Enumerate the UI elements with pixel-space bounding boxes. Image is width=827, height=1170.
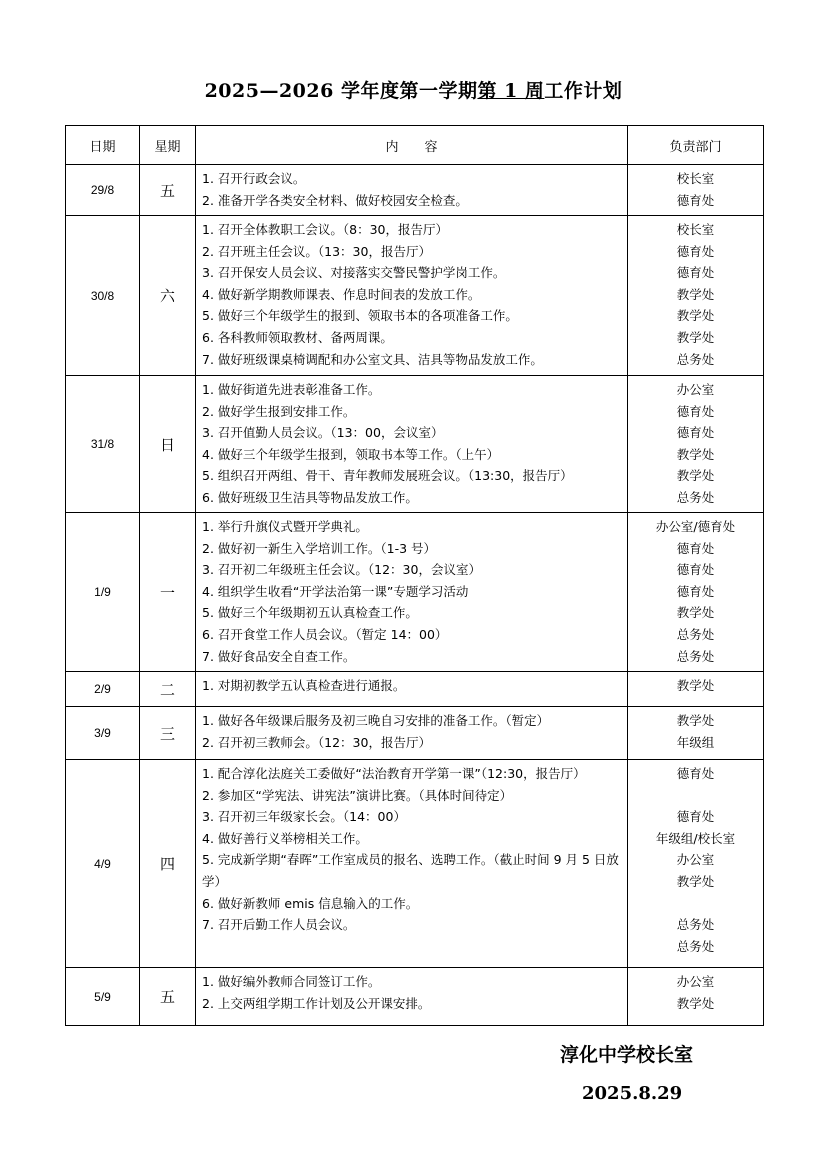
plan-item: 1. 召开全体教职工会议。（8：30，报告厅）: [202, 222, 449, 237]
dept-label: 教学处: [676, 468, 715, 484]
plan-item: 2. 召开初三教师会。（12：30，报告厅）: [202, 734, 431, 750]
signer: 淳化中学校长室: [560, 1044, 694, 1066]
plan-item: 5. 完成新学期“春晖”工作室成员的报名、选聘工作。（截止时间 9 月 5 日放学）: [202, 852, 619, 889]
plan-item: 3. 召开初三年级家长会。（14：00）: [202, 809, 406, 825]
plan-item: 2. 召开班主任会议。（13：30，报告厅）: [202, 243, 431, 259]
weekday-cell: 一: [140, 513, 196, 672]
plan-item: 7. 召开后勤工作人员会议。: [202, 917, 356, 933]
plan-item: 4. 组织学生收看“开学法治第一课”专题学习活动: [202, 583, 469, 599]
header-weekday: 星期: [140, 126, 196, 165]
date-cell: 1/9: [66, 513, 140, 672]
table-row: [66, 513, 764, 672]
plan-item: 1. 做好编外教师合同签订工作。: [202, 974, 381, 989]
plan-item: 6. 做好新教师 emis 信息输入的工作。: [202, 895, 419, 911]
content-cell: [196, 760, 628, 968]
plan-item: 2. 上交两组学期工作计划及公开课安排。: [202, 995, 431, 1011]
plan-item: 1. 做好各年级课后服务及初三晚自习安排的准备工作。（暂定）: [202, 713, 550, 728]
plan-item: 3. 召开初二年级班主任会议。（12：30，会议室）: [202, 562, 481, 578]
dept-label: 年级组: [676, 734, 715, 750]
dept-label: 总务处: [676, 626, 715, 642]
dept-label: 总务处: [676, 489, 715, 505]
weekday-cell: 五: [140, 165, 196, 216]
content-cell: [196, 165, 628, 216]
plan-item: 6. 召开食堂工作人员会议。（暂定 14：00）: [202, 626, 448, 642]
header-dept: 负责部门: [628, 126, 764, 165]
header-date: 日期: [66, 126, 140, 165]
table-row: [66, 376, 764, 513]
dept-label: 校长室: [676, 222, 715, 237]
table-row: [66, 707, 764, 760]
dept-label: 德育处: [676, 192, 715, 208]
dept-cell: [628, 707, 764, 760]
dept-label: 德育处: [676, 540, 715, 556]
dept-label: 校长室: [676, 171, 715, 186]
work-plan-table: [65, 125, 764, 1026]
content-cell: [196, 672, 628, 707]
plan-item: 1. 召开行政会议。: [202, 171, 306, 186]
dept-label: 教学处: [676, 308, 715, 324]
date-cell: 30/8: [66, 216, 140, 376]
date-cell: 31/8: [66, 376, 140, 513]
dept-label: 总务处: [676, 648, 715, 664]
dept-label: 办公室: [676, 852, 715, 868]
dept-cell: [628, 376, 764, 513]
dept-label: [628, 893, 763, 915]
table-header-row: [66, 126, 764, 165]
header-content: 内 容: [196, 126, 628, 165]
plan-item: 3. 召开值勤人员会议。（13：00，会议室）: [202, 425, 444, 441]
plan-item: 1. 对期初教学五认真检查进行通报。: [202, 678, 406, 693]
weekday-cell: 三: [140, 707, 196, 760]
dept-label: 教学处: [676, 605, 715, 621]
title-week: 第 1 周: [477, 80, 545, 102]
weekday-cell: 五: [140, 968, 196, 1026]
dept-label: 德育处: [676, 766, 715, 781]
dept-label: 德育处: [676, 265, 715, 281]
plan-item: 2. 做好初一新生入学培训工作。（1-3 号）: [202, 540, 437, 556]
content-cell: [196, 376, 628, 513]
weekday-cell: 六: [140, 216, 196, 376]
dept-label: 教学处: [676, 329, 715, 345]
content-cell: [196, 513, 628, 672]
plan-item: 6. 各科教师领取教材、备两周课。: [202, 329, 393, 345]
dept-cell: [628, 216, 764, 376]
date-cell: 29/8: [66, 165, 140, 216]
dept-label: 总务处: [676, 351, 715, 367]
plan-item: 1. 举行升旗仪式暨开学典礼。: [202, 519, 368, 534]
plan-item: 2. 做好学生报到安排工作。: [202, 403, 356, 419]
table-row: [66, 760, 764, 968]
content-cell: [196, 707, 628, 760]
dept-label: 德育处: [676, 243, 715, 259]
sign-date: 2025.8.29: [582, 1083, 683, 1104]
plan-item: 4. 做好新学期教师课表、作息时间表的发放工作。: [202, 286, 481, 302]
table-row: [66, 672, 764, 707]
weekday-cell: 四: [140, 760, 196, 968]
weekday-cell: 二: [140, 672, 196, 707]
dept-cell: [628, 672, 764, 707]
dept-label: 办公室: [676, 382, 715, 397]
dept-label: 教学处: [676, 286, 715, 302]
plan-item: 4. 做好三个年级学生报到，领取书本等工作。（上午）: [202, 446, 500, 462]
dept-label: 年级组/校长室: [655, 830, 736, 846]
dept-label: 办公室/德育处: [655, 519, 736, 534]
plan-item: 5. 组织召开两组、骨干、青年教师发展班会议。（13:30，报告厅）: [202, 468, 573, 484]
plan-item: 6. 做好班级卫生洁具等物品发放工作。: [202, 489, 418, 505]
dept-label: 总务处: [676, 917, 715, 933]
plan-item: 3. 召开保安人员会议、对接落实交警民警护学岗工作。: [202, 265, 506, 281]
dept-label: 办公室: [676, 974, 715, 989]
dept-label: [628, 785, 763, 807]
date-cell: 4/9: [66, 760, 140, 968]
date-cell: 5/9: [66, 968, 140, 1026]
dept-label: 德育处: [676, 425, 715, 441]
plan-item: 1. 配合淳化法庭关工委做好“法治教育开学第一课”（12:30，报告厅）: [202, 766, 586, 781]
plan-item: 2. 准备开学各类安全材料、做好校园安全检查。: [202, 192, 468, 208]
weekday-cell: 日: [140, 376, 196, 513]
dept-label: 教学处: [676, 713, 715, 728]
plan-item: 2. 参加区“学宪法、讲宪法”演讲比赛。（具体时间待定）: [202, 787, 513, 803]
dept-cell: [628, 165, 764, 216]
dept-cell: [628, 968, 764, 1026]
plan-item: 5. 做好三个年级期初五认真检查工作。: [202, 605, 418, 621]
plan-item: 5. 做好三个年级学生的报到、领取书本的各项准备工作。: [202, 308, 518, 324]
dept-label: 德育处: [676, 583, 715, 599]
dept-label: 德育处: [676, 403, 715, 419]
title-prefix: 2025—2026 学年度第一学期: [204, 80, 478, 102]
plan-item: 7. 做好班级课桌椅调配和办公室文具、洁具等物品发放工作。: [202, 351, 543, 367]
title-suffix: 工作计划: [544, 80, 623, 102]
plan-item: 7. 做好食品安全自查工作。: [202, 648, 356, 664]
table-row: [66, 968, 764, 1026]
table-body: [66, 165, 764, 1026]
dept-cell: [628, 513, 764, 672]
dept-label: 总务处: [676, 938, 715, 954]
dept-label: 教学处: [676, 446, 715, 462]
table-row: [66, 165, 764, 216]
date-cell: 3/9: [66, 707, 140, 760]
dept-label: 德育处: [676, 562, 715, 578]
dept-label: 教学处: [676, 678, 715, 693]
dept-label: 德育处: [676, 809, 715, 825]
plan-item: 4. 做好善行义举榜相关工作。: [202, 830, 368, 846]
content-cell: [196, 968, 628, 1026]
dept-label: 教学处: [676, 995, 715, 1011]
table-row: [66, 216, 764, 376]
dept-cell: [628, 760, 764, 968]
plan-item: 1. 做好街道先进表彰准备工作。: [202, 382, 381, 397]
content-cell: [196, 216, 628, 376]
date-cell: 2/9: [66, 672, 140, 707]
page-title: [0, 76, 827, 103]
dept-label: 教学处: [676, 873, 715, 889]
